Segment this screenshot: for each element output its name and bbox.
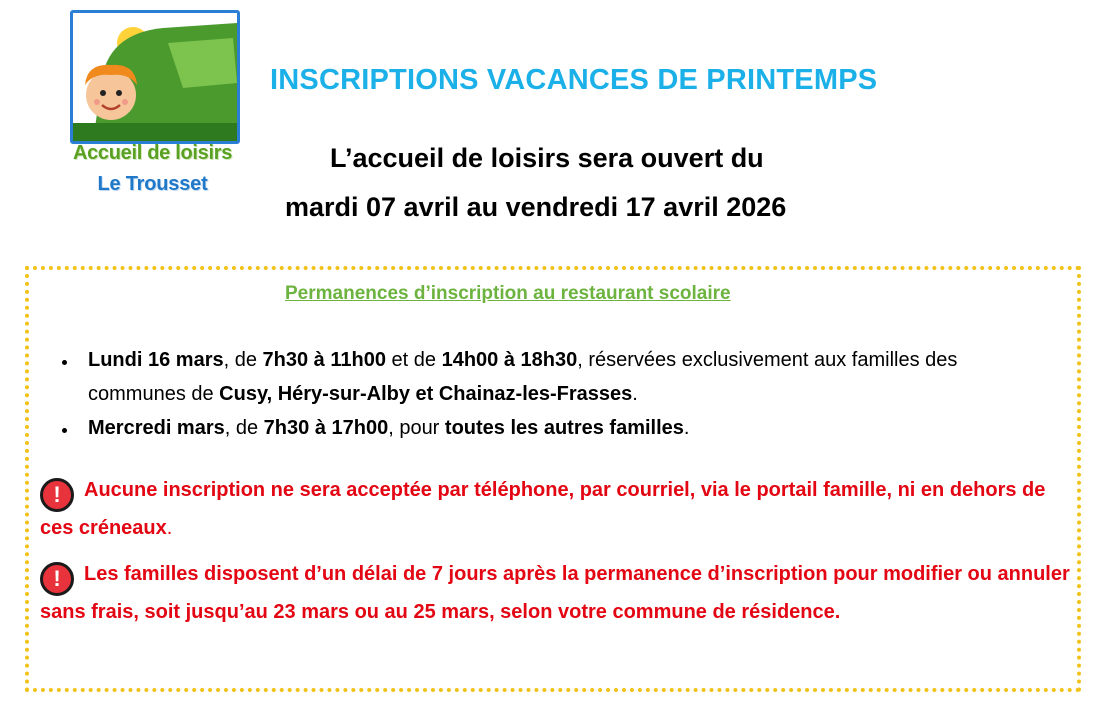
text-fragment: , pour — [388, 417, 445, 439]
audience-label: toutes les autres familles — [444, 417, 684, 439]
text-fragment: . — [632, 383, 638, 405]
list-item — [60, 343, 1048, 411]
text-fragment: , de — [223, 349, 263, 371]
communes-list: Cusy, Héry-sur-Alby et Chainaz-les-Frasses — [219, 383, 633, 405]
subtitle-line1: L’accueil de loisirs sera ouvert du — [330, 143, 764, 173]
logo — [60, 8, 245, 208]
time-range: 14h00 à 18h30 — [441, 349, 578, 371]
text-fragment: . — [683, 417, 690, 439]
child-face-logo-icon — [70, 10, 240, 144]
warning-registration-channels — [40, 474, 1070, 544]
time-range: 7h30 à 11h00 — [262, 349, 386, 371]
text-fragment: , de — [224, 417, 264, 439]
day-label: Lundi 16 mars — [88, 349, 224, 371]
day-label: Mercredi mars — [88, 417, 225, 439]
logo-text-line1: Accueil de loisirs — [72, 142, 233, 164]
exclamation-warning-icon: ! — [40, 562, 74, 596]
warning-text: Aucune inscription ne sera acceptée par téléphone, par courriel, via le portail famille, ni en dehors de ces créneaux — [40, 479, 1046, 539]
exclamation-warning-icon: ! — [40, 478, 74, 512]
list-item — [60, 411, 1048, 445]
text-fragment: , réservées exclusivement aux familles des communes de — [88, 349, 958, 405]
text-fragment: et de — [385, 349, 442, 371]
logo-text-line2: Le Trousset — [97, 173, 208, 195]
page-title: INSCRIPTIONS VACANCES DE PRINTEMPS — [270, 64, 878, 96]
warning-modification-delay — [40, 558, 1070, 628]
subtitle-line2: mardi 07 avril au vendredi 17 avril 2026 — [285, 192, 787, 222]
text-fragment: . — [166, 517, 173, 539]
time-range: 7h30 à 17h00 — [263, 417, 389, 439]
schedule-list — [60, 343, 1048, 445]
warning-text: Les familles disposent d’un délai de 7 jours après la permanence d’inscription pour modifier ou annuler sans frais, soit jusqu’au 23 mars ou au 25 mars, selon votre commune de résidence. — [40, 563, 1070, 623]
box-heading: Permanences d’inscription au restaurant scolaire — [285, 283, 731, 304]
